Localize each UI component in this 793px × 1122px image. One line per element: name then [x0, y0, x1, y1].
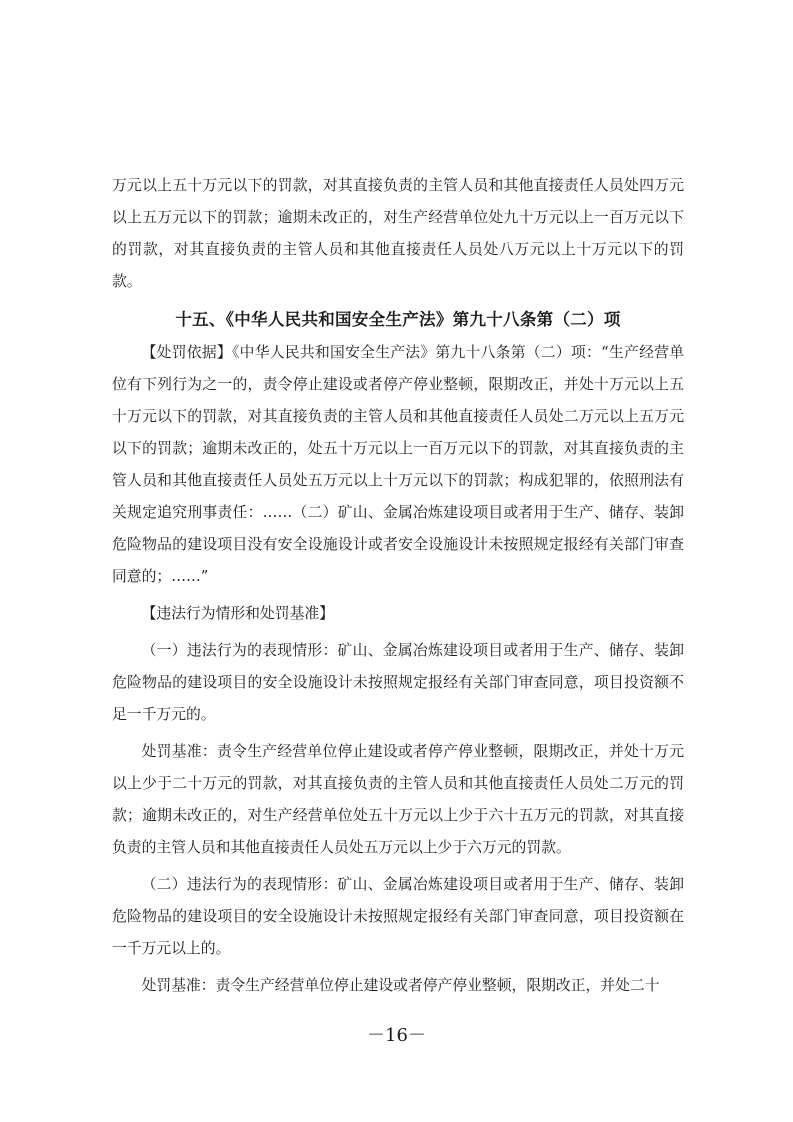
case-1-description: （一）违法行为的表现情形：矿山、金属冶炼建设项目或者用于生产、储存、装卸危险物品的建设项目的安全设施设计未按照规定报经有关部门审查同意，项目投资额不足一千万元的。: [112, 642, 684, 723]
standard-heading: 【违法行为情形和处罚基准】: [141, 605, 334, 622]
case-2-description: （二）违法行为的表现情形：矿山、金属冶炼建设项目或者用于生产、储存、装卸危险物品的建设项目的安全设施设计未按照规定报经有关部门审查同意，项目投资额在一千万元以上的。: [112, 876, 684, 957]
basis-paragraph: 【处罚依据】《中华人民共和国安全生产法》第九十八条第（二）项：“生产经营单位有下列行为之一的，责令停止建设或者停产停业整顿，限期改正，并处十万元以上五十万元以下的罚款，对其直接负责的主管人员和其他直接责任人员处二万元以上五万元以下的罚款；逾期未改正的，处五十万元以上一百万元以下的罚款，对其直接负责的主管人员和其他直接责任人员处五万元以上十万元以下的罚款；构成犯罪的，依照刑法有关规定追究刑事责任：……（二）矿山、金属冶炼建设项目或者用于生产、储存、装卸危险物品的建设项目没有安全设施设计或者安全设施设计未按照规定报经有关部门审查同意的；……”: [112, 344, 684, 585]
case-1-penalty: 处罚基准：责令生产经营单位停止建设或者停产停业整顿，限期改正，并处十万元以上少于二十万元的罚款，对其直接负责的主管人员和其他直接责任人员处二万元的罚款；逾期未改正的，对生产经营单位处五十万元以上少于六十五万元的罚款，对其直接负责的主管人员和其他直接责任人员处五万元以上少于六万元的罚款。: [112, 743, 684, 856]
section-heading: 十五、《中华人民共和国安全生产法》第九十八条第（二）项: [175, 310, 621, 329]
case-2-penalty: 处罚基准：责令生产经营单位停止建设或者停产停业整顿，限期改正，并处二十: [141, 977, 660, 994]
document-body: [112, 170, 684, 1002]
page-number: －16－: [367, 1025, 426, 1046]
continuation-paragraph: 万元以上五十万元以下的罚款，对其直接负责的主管人员和其他直接责任人员处四万元以上五万元以下的罚款；逾期未改正的，对生产经营单位处九十万元以上一百万元以下的罚款，对其直接负责的主管人员和其他直接责任人员处八万元以上十万元以下的罚款。: [112, 177, 684, 290]
